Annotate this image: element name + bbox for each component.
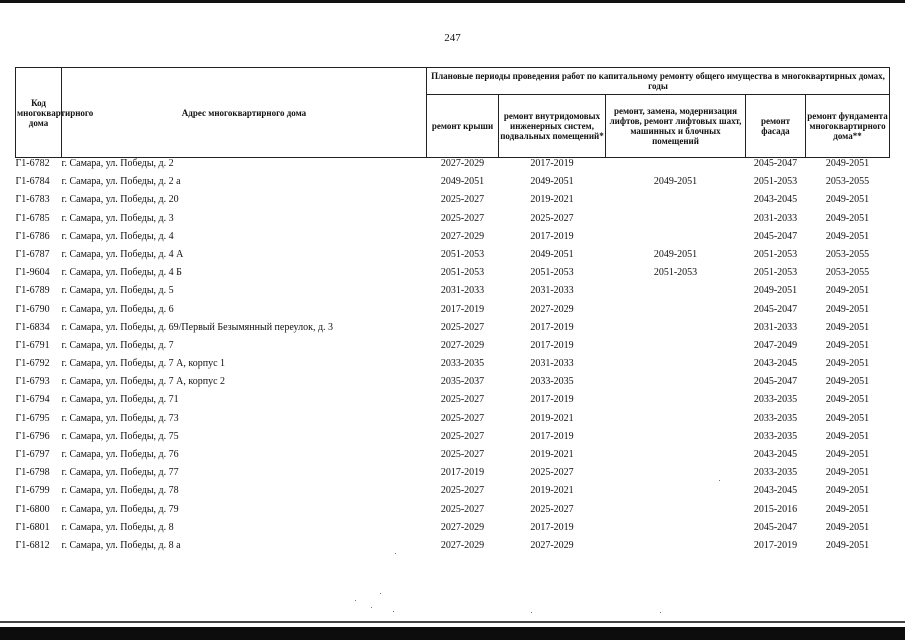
scan-speck [719, 480, 720, 481]
cell-foundation: 2053-2055 [825, 176, 870, 188]
cell-systems: 2025-2027 [530, 503, 574, 515]
cell-facade: 2033-2035 [753, 394, 798, 406]
cell-foundation: 2049-2051 [825, 285, 870, 297]
cell-elevators [606, 340, 746, 358]
cell-elevators [606, 394, 746, 412]
cell-address: г. Самара, ул. Победы, д. 77 [61, 467, 179, 479]
scan-speck [531, 612, 532, 613]
cell-systems: 2025-2027 [530, 212, 574, 224]
cell-elevators [606, 449, 746, 467]
cell-code: Г1-6785 [15, 212, 50, 224]
cell-systems: 2049-2051 [530, 248, 574, 260]
cell-roof: 2017-2019 [440, 303, 485, 315]
cell-systems: 2019-2021 [530, 485, 574, 497]
cell-systems: 2017-2019 [530, 339, 574, 351]
cell-address: г. Самара, ул. Победы, д. 7 А, корпус 1 [61, 358, 226, 370]
scan-speck [380, 593, 381, 594]
cell-systems: 2019-2021 [530, 194, 574, 206]
cell-facade: 2031-2033 [753, 212, 798, 224]
header-code: Код многоквартирного дома [16, 68, 62, 158]
cell-roof: 2025-2027 [440, 449, 485, 460]
table-row [16, 176, 890, 194]
cell-code: Г1-6793 [15, 376, 50, 388]
cell-address: г. Самара, ул. Победы, д. 69/Первый Безымянный переулок, д. 3 [61, 321, 334, 333]
cell-address: г. Самара, ул. Победы, д. 7 [61, 339, 174, 351]
cell-address: г. Самара, ул. Победы, д. 20 [61, 194, 179, 206]
cell-facade: 2017-2019 [753, 539, 798, 551]
cell-elevators [606, 504, 746, 522]
table-row [16, 504, 890, 522]
cell-elevators [606, 358, 746, 376]
scan-speck [395, 553, 396, 554]
cell-facade: 2043-2045 [753, 194, 798, 206]
cell-code: Г1-6798 [15, 467, 50, 479]
table-row [16, 467, 890, 485]
cell-facade: 2033-2035 [753, 430, 798, 442]
cell-systems: 2017-2019 [530, 394, 574, 406]
cell-foundation: 2049-2051 [825, 503, 870, 515]
scan-top-edge [0, 0, 905, 3]
cell-elevators [606, 194, 746, 212]
table-row [16, 322, 890, 340]
cell-roof: 2025-2027 [440, 412, 485, 424]
cell-address: г. Самара, ул. Победы, д. 3 [61, 212, 174, 224]
cell-roof: 2027-2029 [440, 158, 485, 169]
table-row [16, 485, 890, 503]
table-row [16, 394, 890, 412]
cell-roof: 2025-2027 [440, 394, 485, 406]
cell-roof: 2025-2027 [440, 430, 485, 442]
cell-address: г. Самара, ул. Победы, д. 4 А [61, 248, 184, 260]
cell-foundation: 2049-2051 [825, 485, 870, 497]
cell-address: г. Самара, ул. Победы, д. 5 [61, 285, 174, 297]
cell-facade: 2051-2053 [753, 267, 798, 279]
cell-roof: 2031-2033 [440, 285, 485, 297]
header-planned-periods: Плановые периоды проведения работ по капитальному ремонту общего имущества в многоквартирных домах, годы [427, 68, 890, 95]
cell-code: Г1-6792 [15, 358, 50, 370]
cell-facade: 2015-2016 [753, 503, 798, 515]
cell-elevators [606, 485, 746, 503]
header-facade: ремонт фасада [746, 95, 806, 158]
cell-address: г. Самара, ул. Победы, д. 4 Б [61, 267, 182, 279]
cell-roof: 2027-2029 [440, 230, 485, 242]
cell-elevators [606, 158, 746, 177]
cell-code: Г1-6783 [15, 194, 50, 206]
cell-code: Г1-6794 [15, 394, 50, 406]
cell-foundation: 2049-2051 [825, 449, 870, 460]
table-row [16, 304, 890, 322]
cell-facade: 2031-2033 [753, 321, 798, 333]
cell-roof: 2025-2027 [440, 503, 485, 515]
cell-systems: 2019-2021 [530, 412, 574, 424]
cell-foundation: 2049-2051 [825, 521, 870, 533]
table-row [16, 449, 890, 467]
cell-elevators: 2049-2051 [653, 176, 698, 188]
header-address: Адрес многоквартирного дома [62, 68, 427, 158]
cell-foundation: 2049-2051 [825, 430, 870, 442]
cell-systems: 2031-2033 [530, 285, 574, 297]
cell-foundation: 2049-2051 [825, 303, 870, 315]
capital-repair-schedule-table [15, 67, 890, 558]
cell-code: Г1-6834 [15, 321, 50, 333]
cell-code: Г1-6782 [15, 158, 50, 169]
cell-foundation: 2049-2051 [825, 339, 870, 351]
cell-address: г. Самара, ул. Победы, д. 2 [61, 158, 174, 169]
cell-address: г. Самара, ул. Победы, д. 71 [61, 394, 179, 406]
cell-facade: 2045-2047 [753, 230, 798, 242]
cell-elevators [606, 322, 746, 340]
cell-systems: 2017-2019 [530, 230, 574, 242]
cell-facade: 2043-2045 [753, 449, 798, 460]
cell-address: г. Самара, ул. Победы, д. 73 [61, 412, 179, 424]
cell-address: г. Самара, ул. Победы, д. 75 [61, 430, 179, 442]
scan-bottom-edge [0, 627, 905, 640]
cell-systems: 2031-2033 [530, 358, 574, 370]
cell-elevators: 2051-2053 [653, 267, 698, 279]
cell-address: г. Самара, ул. Победы, д. 76 [61, 449, 179, 460]
cell-roof: 2017-2019 [440, 467, 485, 479]
cell-address: г. Самара, ул. Победы, д. 2 а [61, 176, 181, 188]
cell-roof: 2027-2029 [440, 521, 485, 533]
cell-facade: 2047-2049 [753, 339, 798, 351]
cell-code: Г1-6797 [15, 449, 50, 460]
table-row [16, 194, 890, 212]
table-row [16, 413, 890, 431]
table-row [16, 358, 890, 376]
cell-systems: 2017-2019 [530, 430, 574, 442]
cell-foundation: 2049-2051 [825, 412, 870, 424]
cell-facade: 2043-2045 [753, 358, 798, 370]
cell-code: Г1-6790 [15, 303, 50, 315]
cell-roof: 2027-2029 [440, 539, 485, 551]
cell-address: г. Самара, ул. Победы, д. 78 [61, 485, 179, 497]
table-row [16, 231, 890, 249]
cell-roof: 2051-2053 [440, 248, 485, 260]
cell-systems: 2049-2051 [530, 176, 574, 188]
table-row [16, 522, 890, 540]
cell-roof: 2051-2053 [440, 267, 485, 279]
table-row [16, 249, 890, 267]
table-row [16, 340, 890, 358]
cell-elevators [606, 304, 746, 322]
cell-code: Г1-6789 [15, 285, 50, 297]
cell-code: Г1-6812 [15, 539, 50, 551]
cell-code: Г1-6786 [15, 230, 50, 242]
table-row [16, 213, 890, 231]
cell-systems: 2025-2027 [530, 467, 574, 479]
cell-facade: 2045-2047 [753, 521, 798, 533]
cell-address: г. Самара, ул. Победы, д. 7 А, корпус 2 [61, 376, 226, 388]
cell-elevators: 2049-2051 [653, 248, 698, 260]
cell-foundation: 2049-2051 [825, 467, 870, 479]
table-row [16, 431, 890, 449]
cell-systems: 2027-2029 [530, 539, 574, 551]
header-elevators: ремонт, замена, модернизация лифтов, ремонт лифтовых шахт, машинных и блочных помещений [606, 95, 746, 158]
scan-speck [393, 611, 394, 612]
cell-elevators [606, 522, 746, 540]
cell-facade: 2049-2051 [753, 285, 798, 297]
scan-bottom-edge-line [0, 621, 905, 623]
cell-facade: 2045-2047 [753, 303, 798, 315]
cell-roof: 2049-2051 [440, 176, 485, 188]
cell-foundation: 2049-2051 [825, 376, 870, 388]
scan-speck [355, 600, 356, 601]
cell-code: Г1-6799 [15, 485, 50, 497]
table-row [16, 376, 890, 394]
cell-foundation: 2049-2051 [825, 212, 870, 224]
cell-elevators [606, 213, 746, 231]
cell-foundation: 2049-2051 [825, 321, 870, 333]
cell-foundation: 2049-2051 [825, 358, 870, 370]
cell-roof: 2033-2035 [440, 358, 485, 370]
cell-facade: 2033-2035 [753, 467, 798, 479]
cell-elevators [606, 376, 746, 394]
cell-address: г. Самара, ул. Победы, д. 8 [61, 521, 174, 533]
cell-roof: 2025-2027 [440, 212, 485, 224]
cell-foundation: 2053-2055 [825, 248, 870, 260]
cell-code: Г1-9604 [15, 267, 50, 279]
cell-foundation: 2049-2051 [825, 194, 870, 206]
cell-systems: 2027-2029 [530, 303, 574, 315]
header-roof: ремонт крыши [427, 95, 499, 158]
cell-systems: 2017-2019 [530, 158, 574, 169]
cell-code: Г1-6801 [15, 521, 50, 533]
cell-elevators [606, 431, 746, 449]
cell-address: г. Самара, ул. Победы, д. 4 [61, 230, 174, 242]
cell-elevators [606, 413, 746, 431]
header-systems: ремонт внутридомовых инженерных систем, подвальных помещений* [499, 95, 606, 158]
cell-code: Г1-6791 [15, 339, 50, 351]
cell-systems: 2019-2021 [530, 449, 574, 460]
table-row [16, 540, 890, 558]
cell-address: г. Самара, ул. Победы, д. 6 [61, 303, 174, 315]
cell-facade: 2051-2053 [753, 248, 798, 260]
cell-elevators [606, 285, 746, 303]
cell-foundation: 2053-2055 [825, 267, 870, 279]
cell-systems: 2017-2019 [530, 321, 574, 333]
cell-roof: 2035-2037 [440, 376, 485, 388]
cell-systems: 2017-2019 [530, 521, 574, 533]
cell-facade: 2033-2035 [753, 412, 798, 424]
cell-foundation: 2049-2051 [825, 394, 870, 406]
cell-facade: 2051-2053 [753, 176, 798, 188]
cell-foundation: 2049-2051 [825, 230, 870, 242]
scan-speck [371, 607, 372, 608]
table-body [16, 158, 890, 559]
cell-facade: 2043-2045 [753, 485, 798, 497]
cell-roof: 2025-2027 [440, 321, 485, 333]
cell-systems: 2033-2035 [530, 376, 574, 388]
cell-facade: 2045-2047 [753, 376, 798, 388]
cell-code: Г1-6784 [15, 176, 50, 188]
cell-foundation: 2049-2051 [825, 158, 870, 169]
scan-speck [660, 612, 661, 613]
cell-elevators [606, 540, 746, 558]
cell-facade: 2045-2047 [753, 158, 798, 169]
header-row-group [16, 68, 890, 95]
table-row [16, 285, 890, 303]
cell-roof: 2025-2027 [440, 485, 485, 497]
page-number: 247 [444, 32, 461, 44]
cell-code: Г1-6795 [15, 412, 50, 424]
cell-code: Г1-6796 [15, 430, 50, 442]
cell-code: Г1-6787 [15, 248, 50, 260]
table-row [16, 158, 890, 177]
cell-address: г. Самара, ул. Победы, д. 79 [61, 503, 179, 515]
table-row [16, 267, 890, 285]
cell-systems: 2051-2053 [530, 267, 574, 279]
cell-elevators [606, 467, 746, 485]
cell-elevators [606, 231, 746, 249]
cell-roof: 2027-2029 [440, 339, 485, 351]
cell-roof: 2025-2027 [440, 194, 485, 206]
header-foundation: ремонт фундамента многоквартирного дома** [806, 95, 890, 158]
cell-foundation: 2049-2051 [825, 539, 870, 551]
cell-address: г. Самара, ул. Победы, д. 8 а [61, 539, 181, 551]
cell-code: Г1-6800 [15, 503, 50, 515]
